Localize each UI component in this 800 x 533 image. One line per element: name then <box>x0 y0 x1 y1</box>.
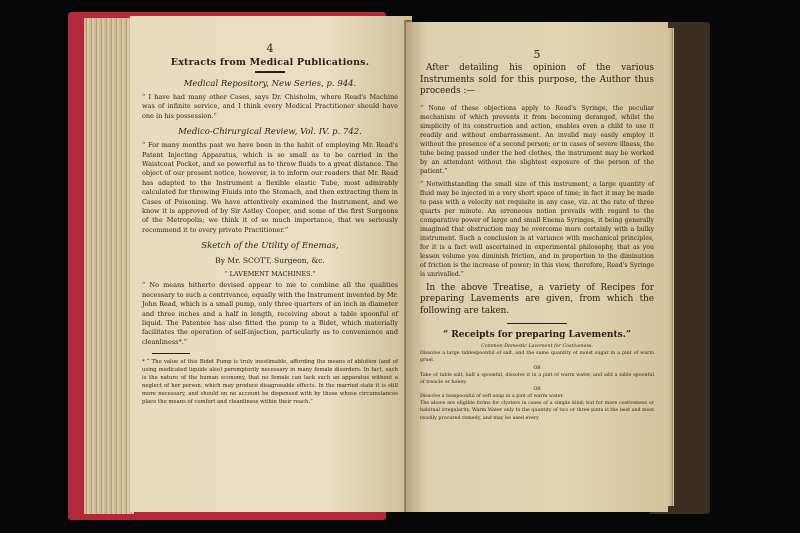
section-rule <box>507 323 567 324</box>
quote-paragraph: “ None of these objections apply to Read's Syringe, the peculiar mechanism of which prevents it from becoming deranged, whilst the simplicity of its construction and action, enables even a child to use it readily and without embarrassment. An invalid may easily employ it without the presence of a second person; or in cases of severe illness, the tube being passed under the bed clothes, the instrument may be worked by an attendant without the slightest exposure of the person of the patient.” <box>420 104 654 175</box>
heading-rule <box>255 71 285 73</box>
receipts-heading: “ Receipts for preparing Lavements.” <box>443 330 631 340</box>
left-page <box>130 16 412 512</box>
page-number: 5 <box>533 48 541 61</box>
or-separator: OR <box>533 387 541 393</box>
section-title: Sketch of the Utility of Enemas, <box>201 241 339 252</box>
quote-paragraph: “ Notwithstanding the small size of this instrument, a large quantity of fluid may be injected in a very short space of time; in fact it may be made to pass with a velocity not requisite in any case, viz. at the rate of three quarts per minute. An erroneous notion prevails with regard to the comparative power of large and small Enema Syringes, it being generally imagined that obstruction may be overcome more certainly with a bulky instrument. Such a conclusion is at variance with mechanical principles, for it is a fact well ascertained in experimental philosophy, that as you lessen volume you diminish friction, and in proportion to the diminution of friction is the increase of power; in this view, therefore, Read's Syringe is unrivalled.” <box>420 180 654 278</box>
quote-paragraph: “ I have had many other Cases, says Dr. Chisholm, where Read's Machine was of infinite service, and I think every Medical Practitioner should have one in his possession.” <box>142 93 398 120</box>
source-citation: Medical Repository, New Series, p. 944. <box>183 79 357 89</box>
treatise-paragraph: In the above Treatise, a variety of Recipes for preparing Lavements are given, from which the following are taken. <box>420 282 654 316</box>
receipt-item: Take of table salt, half a spoonful, dissolve it in a pint of warm water, and add a table spoonful of treacle or honey. <box>420 372 654 385</box>
receipt-item: Dissolve a large tablespoonful of salt, and the same quantity of moist sugar in a pint of warm gruel. <box>420 351 654 364</box>
footnote: * “ The value of this Bidet Pump is truly inestimable, affording the means of ablution (and of using medicated liquids also) peremptorily necessary in many female disorders. In fact, such is the nature of the human economy, that no female can lack such an apparatus without a neglect of her person, which may produce disagreeable effects. In the married state it is still more necessary, and should on no account be dispensed with by those whose circumstances place the means of comfort and cleanliness within their reach.” <box>142 359 398 406</box>
author-line: By Mr. SCOTT, Surgeon, &c. <box>215 256 325 266</box>
or-separator: OR <box>533 365 541 371</box>
receipts-subheading: Common Domestic Lavement for Costiveness. <box>481 344 593 349</box>
intro-paragraph: After detailing his opinion of the various Instruments sold for this purpose, the Author thus proceeds :— <box>420 63 654 96</box>
footnote-rule <box>152 353 190 354</box>
quote-paragraph: “ For many months past we have been in the habit of employing Mr. Read's Patent Injecting Apparatus, which is so small as to be carried in the Waistcoat Pocket, and so powerful as to throw fluids to a great distance. The object of our present notice, however, is to inform our readers that Mr. Read has adapted to the Instrument a flexible elastic Tube, most admirably calculated for throwing Fluids into the Stomach, and then extracting them in Cases of Poisoning. We have attentively examined the Instrument, and we know it is approved of by Sir Astley Cooper, and some of the first Surgeons of the Metropolis; we think it of so much importance, that we seriously recommend it to every private Practitioner.” <box>142 141 398 234</box>
right-page <box>406 22 668 512</box>
receipt-item: The above are eligible forms for clysters in cases of a simple kind; but for more costiveness or habitual irregularity, Warm Water only to the quantity of two or three pints is the best and most readily procured remedy, and may be used every <box>420 401 654 421</box>
source-citation: Medico-Chirurgical Review, Vol. IV. p. 742. <box>178 127 362 138</box>
page-number: 4 <box>266 42 274 55</box>
page-heading: Extracts from Medical Publications. <box>170 57 370 68</box>
subheading: “ LAVEMENT MACHINES.” <box>224 270 316 279</box>
quote-paragraph: “ No means hitherto devised appear to me to combine all the qualities necessary to such a contrivance, equally with the Instrument invented by Mr. John Read, which is a small pump, only three quarters of an inch in diameter and three inches and a half in length, receiving about a table spoonful of liquid. The Patentee has also fitted the pump to a Bidet, which materially facilitates the operation of self-injection, particularly as to convenience and cleanliness*.” <box>142 281 398 346</box>
left-page-edges <box>84 18 134 514</box>
receipt-item: Dissolve a teaspoonful of soft soap in a pint of warm water. <box>420 394 564 400</box>
